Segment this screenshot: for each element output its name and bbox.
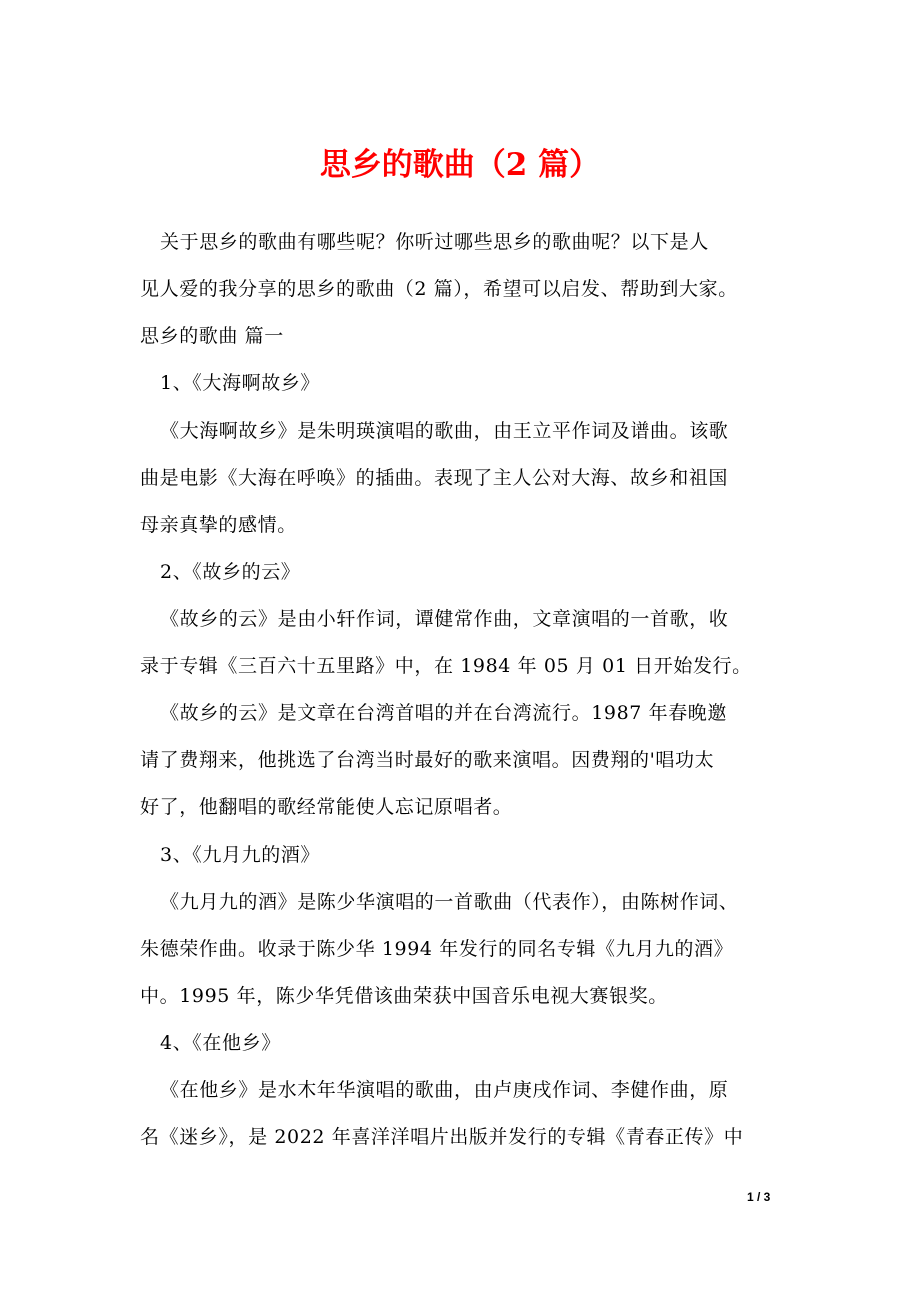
paragraph-line: 《故乡的云》是由小轩作词，谭健常作曲，文章演唱的一首歌，收 [160,608,729,630]
page-number: 1 / 3 [747,1190,771,1204]
paragraph-line: 名《迷乡》，是 2022 年喜洋洋唱片出版并发行的专辑《青春正传》中 [140,1126,744,1148]
paragraph-line: 《大海啊故乡》是朱明瑛演唱的歌曲，由王立平作词及谱曲。该歌 [160,420,729,442]
section-heading: 思乡的歌曲 篇一 [140,325,284,347]
paragraph-line: 录于专辑《三百六十五里路》中，在 1984 年 05 月 01 日开始发行。 [140,655,752,677]
paragraph-line: 母亲真挚的感情。 [140,514,297,536]
paragraph-line: 《在他乡》是水木年华演唱的歌曲，由卢庚戌作词、李健作曲，原 [160,1079,729,1101]
intro-line-1: 关于思乡的歌曲有哪些呢？你听过哪些思乡的歌曲呢？以下是人 [160,231,709,253]
intro-line-2: 见人爱的我分享的思乡的歌曲（2 篇），希望可以启发、帮助到大家。 [140,278,738,300]
paragraph-line: 请了费翔来，他挑选了台湾当时最好的歌来演唱。因费翔的'唱功太 [140,749,715,771]
song-heading-4: 4、《在他乡》 [160,1032,281,1054]
paragraph-line: 《九月九的酒》是陈少华演唱的一首歌曲（代表作），由陈树作词、 [160,891,739,913]
song-heading-2: 2、《故乡的云》 [160,561,301,583]
paragraph-line: 曲是电影《大海在呼唤》的插曲。表现了主人公对大海、故乡和祖国 [140,467,729,489]
paragraph-line: 中。1995 年，陈少华凭借该曲荣获中国音乐电视大赛银奖。 [140,985,668,1007]
song-heading-3: 3、《九月九的酒》 [160,844,320,866]
paragraph-line: 《故乡的云》是文章在台湾首唱的并在台湾流行。1987 年春晚邀 [160,702,727,724]
song-heading-1: 1、《大海啊故乡》 [160,372,320,394]
document-title: 思乡的歌曲（2 篇） [319,147,601,183]
paragraph-line: 朱德荣作曲。收录于陈少华 1994 年发行的同名专辑《九月九的酒》 [140,938,734,960]
paragraph-line: 好了，他翻唱的歌经常能使人忘记原唱者。 [140,796,513,818]
